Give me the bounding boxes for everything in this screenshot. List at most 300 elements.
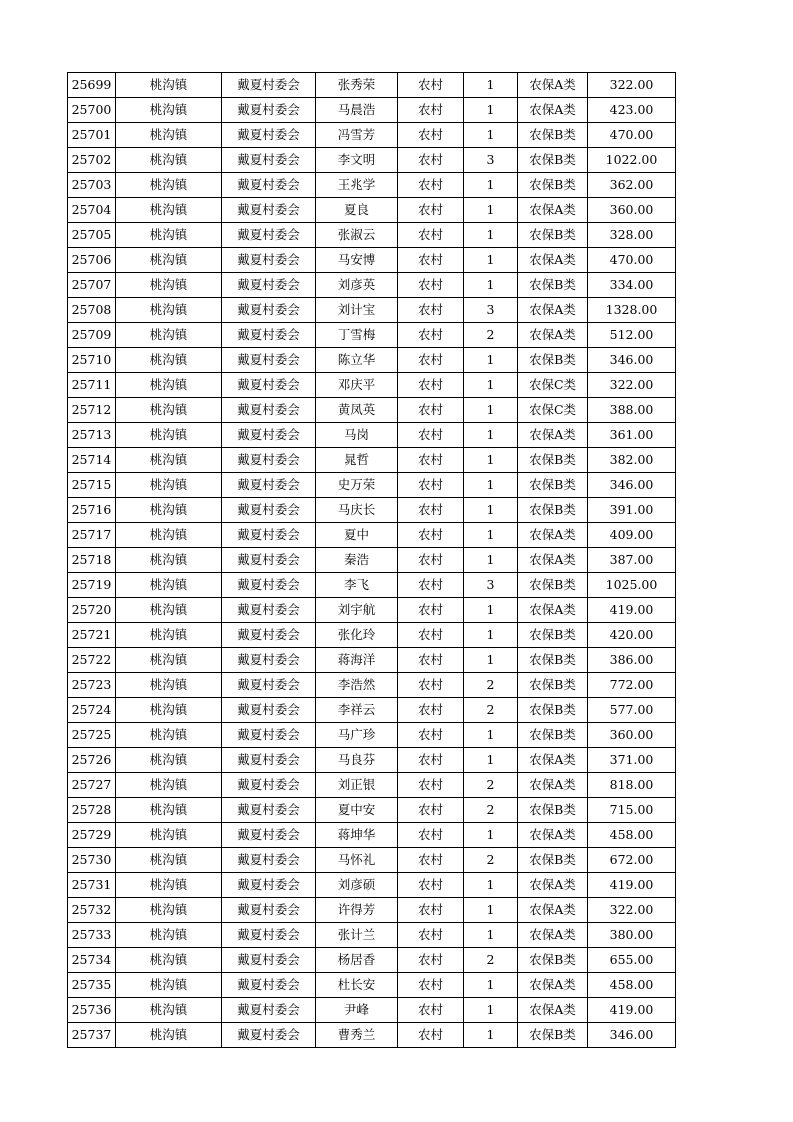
township-cell: 桃沟镇 xyxy=(116,748,222,773)
household-size-cell: 1 xyxy=(464,548,518,573)
village-committee-cell: 戴夏村委会 xyxy=(222,923,316,948)
record-number-cell: 25706 xyxy=(68,248,116,273)
area-type-cell: 农村 xyxy=(398,648,464,673)
township-cell: 桃沟镇 xyxy=(116,623,222,648)
township-cell: 桃沟镇 xyxy=(116,223,222,248)
amount-cell: 772.00 xyxy=(588,673,676,698)
village-committee-cell: 戴夏村委会 xyxy=(222,448,316,473)
amount-cell: 1022.00 xyxy=(588,148,676,173)
record-number-cell: 25730 xyxy=(68,848,116,873)
name-cell: 马庆长 xyxy=(316,498,398,523)
township-cell: 桃沟镇 xyxy=(116,473,222,498)
township-cell: 桃沟镇 xyxy=(116,548,222,573)
insurance-category-cell: 农保B类 xyxy=(518,1023,588,1048)
household-size-cell: 1 xyxy=(464,423,518,448)
record-number-cell: 25700 xyxy=(68,98,116,123)
area-type-cell: 农村 xyxy=(398,823,464,848)
area-type-cell: 农村 xyxy=(398,523,464,548)
area-type-cell: 农村 xyxy=(398,148,464,173)
village-committee-cell: 戴夏村委会 xyxy=(222,223,316,248)
insurance-category-cell: 农保A类 xyxy=(518,873,588,898)
record-number-cell: 25725 xyxy=(68,723,116,748)
table-row xyxy=(68,873,676,898)
table-row xyxy=(68,748,676,773)
table-row xyxy=(68,473,676,498)
area-type-cell: 农村 xyxy=(398,673,464,698)
area-type-cell: 农村 xyxy=(398,273,464,298)
table-row xyxy=(68,548,676,573)
township-cell: 桃沟镇 xyxy=(116,898,222,923)
record-number-cell: 25699 xyxy=(68,73,116,98)
household-size-cell: 1 xyxy=(464,748,518,773)
record-number-cell: 25704 xyxy=(68,198,116,223)
area-type-cell: 农村 xyxy=(398,248,464,273)
township-cell: 桃沟镇 xyxy=(116,423,222,448)
amount-cell: 818.00 xyxy=(588,773,676,798)
amount-cell: 391.00 xyxy=(588,498,676,523)
name-cell: 张淑云 xyxy=(316,223,398,248)
area-type-cell: 农村 xyxy=(398,73,464,98)
insurance-category-cell: 农保B类 xyxy=(518,223,588,248)
insurance-category-cell: 农保C类 xyxy=(518,398,588,423)
village-committee-cell: 戴夏村委会 xyxy=(222,473,316,498)
name-cell: 刘计宝 xyxy=(316,298,398,323)
household-size-cell: 1 xyxy=(464,73,518,98)
insurance-category-cell: 农保A类 xyxy=(518,548,588,573)
village-committee-cell: 戴夏村委会 xyxy=(222,248,316,273)
amount-cell: 361.00 xyxy=(588,423,676,448)
amount-cell: 388.00 xyxy=(588,398,676,423)
insurance-category-cell: 农保B类 xyxy=(518,573,588,598)
township-cell: 桃沟镇 xyxy=(116,723,222,748)
table-row xyxy=(68,323,676,348)
name-cell: 冯雪芳 xyxy=(316,123,398,148)
insurance-category-cell: 农保A类 xyxy=(518,73,588,98)
table-row xyxy=(68,923,676,948)
table-row xyxy=(68,523,676,548)
table-row xyxy=(68,723,676,748)
village-committee-cell: 戴夏村委会 xyxy=(222,123,316,148)
record-number-cell: 25713 xyxy=(68,423,116,448)
insurance-category-cell: 农保A类 xyxy=(518,323,588,348)
township-cell: 桃沟镇 xyxy=(116,248,222,273)
table-row xyxy=(68,223,676,248)
amount-cell: 470.00 xyxy=(588,123,676,148)
area-type-cell: 农村 xyxy=(398,298,464,323)
table-row xyxy=(68,173,676,198)
amount-cell: 322.00 xyxy=(588,373,676,398)
area-type-cell: 农村 xyxy=(398,448,464,473)
insurance-category-cell: 农保A类 xyxy=(518,998,588,1023)
table-row xyxy=(68,623,676,648)
village-committee-cell: 戴夏村委会 xyxy=(222,873,316,898)
household-size-cell: 1 xyxy=(464,873,518,898)
record-number-cell: 25720 xyxy=(68,598,116,623)
name-cell: 黄凤英 xyxy=(316,398,398,423)
record-number-cell: 25716 xyxy=(68,498,116,523)
amount-cell: 470.00 xyxy=(588,248,676,273)
name-cell: 夏中 xyxy=(316,523,398,548)
village-committee-cell: 戴夏村委会 xyxy=(222,898,316,923)
township-cell: 桃沟镇 xyxy=(116,98,222,123)
household-size-cell: 1 xyxy=(464,173,518,198)
village-committee-cell: 戴夏村委会 xyxy=(222,648,316,673)
table-row xyxy=(68,973,676,998)
village-committee-cell: 戴夏村委会 xyxy=(222,1023,316,1048)
name-cell: 刘宇航 xyxy=(316,598,398,623)
village-committee-cell: 戴夏村委会 xyxy=(222,748,316,773)
household-size-cell: 1 xyxy=(464,523,518,548)
name-cell: 马广珍 xyxy=(316,723,398,748)
village-committee-cell: 戴夏村委会 xyxy=(222,798,316,823)
record-number-cell: 25732 xyxy=(68,898,116,923)
insurance-category-cell: 农保B类 xyxy=(518,498,588,523)
amount-cell: 346.00 xyxy=(588,473,676,498)
table-row xyxy=(68,248,676,273)
insurance-category-cell: 农保B类 xyxy=(518,348,588,373)
township-cell: 桃沟镇 xyxy=(116,173,222,198)
household-size-cell: 1 xyxy=(464,998,518,1023)
area-type-cell: 农村 xyxy=(398,698,464,723)
village-committee-cell: 戴夏村委会 xyxy=(222,523,316,548)
village-committee-cell: 戴夏村委会 xyxy=(222,998,316,1023)
table-row xyxy=(68,348,676,373)
village-committee-cell: 戴夏村委会 xyxy=(222,598,316,623)
roster-body xyxy=(68,73,676,1048)
village-committee-cell: 戴夏村委会 xyxy=(222,498,316,523)
relief-roster-table xyxy=(67,72,676,1048)
village-committee-cell: 戴夏村委会 xyxy=(222,173,316,198)
table-row xyxy=(68,373,676,398)
name-cell: 刘彦硕 xyxy=(316,873,398,898)
record-number-cell: 25735 xyxy=(68,973,116,998)
record-number-cell: 25712 xyxy=(68,398,116,423)
area-type-cell: 农村 xyxy=(398,373,464,398)
record-number-cell: 25717 xyxy=(68,523,116,548)
record-number-cell: 25727 xyxy=(68,773,116,798)
record-number-cell: 25705 xyxy=(68,223,116,248)
area-type-cell: 农村 xyxy=(398,973,464,998)
record-number-cell: 25728 xyxy=(68,798,116,823)
household-size-cell: 1 xyxy=(464,923,518,948)
insurance-category-cell: 农保A类 xyxy=(518,248,588,273)
amount-cell: 334.00 xyxy=(588,273,676,298)
household-size-cell: 2 xyxy=(464,798,518,823)
insurance-category-cell: 农保B类 xyxy=(518,148,588,173)
insurance-category-cell: 农保B类 xyxy=(518,723,588,748)
area-type-cell: 农村 xyxy=(398,98,464,123)
village-committee-cell: 戴夏村委会 xyxy=(222,348,316,373)
village-committee-cell: 戴夏村委会 xyxy=(222,423,316,448)
area-type-cell: 农村 xyxy=(398,873,464,898)
township-cell: 桃沟镇 xyxy=(116,373,222,398)
village-committee-cell: 戴夏村委会 xyxy=(222,773,316,798)
insurance-category-cell: 农保A类 xyxy=(518,98,588,123)
amount-cell: 512.00 xyxy=(588,323,676,348)
record-number-cell: 25711 xyxy=(68,373,116,398)
name-cell: 马怀礼 xyxy=(316,848,398,873)
household-size-cell: 2 xyxy=(464,698,518,723)
township-cell: 桃沟镇 xyxy=(116,73,222,98)
township-cell: 桃沟镇 xyxy=(116,523,222,548)
insurance-category-cell: 农保B类 xyxy=(518,123,588,148)
area-type-cell: 农村 xyxy=(398,498,464,523)
insurance-category-cell: 农保A类 xyxy=(518,198,588,223)
area-type-cell: 农村 xyxy=(398,423,464,448)
household-size-cell: 2 xyxy=(464,773,518,798)
township-cell: 桃沟镇 xyxy=(116,973,222,998)
township-cell: 桃沟镇 xyxy=(116,323,222,348)
insurance-category-cell: 农保A类 xyxy=(518,598,588,623)
village-committee-cell: 戴夏村委会 xyxy=(222,698,316,723)
name-cell: 史万荣 xyxy=(316,473,398,498)
insurance-category-cell: 农保A类 xyxy=(518,898,588,923)
table-row xyxy=(68,98,676,123)
amount-cell: 360.00 xyxy=(588,198,676,223)
area-type-cell: 农村 xyxy=(398,723,464,748)
insurance-category-cell: 农保A类 xyxy=(518,298,588,323)
name-cell: 张秀荣 xyxy=(316,73,398,98)
table-row xyxy=(68,598,676,623)
village-committee-cell: 戴夏村委会 xyxy=(222,273,316,298)
amount-cell: 328.00 xyxy=(588,223,676,248)
township-cell: 桃沟镇 xyxy=(116,273,222,298)
table-row xyxy=(68,1023,676,1048)
table-row xyxy=(68,648,676,673)
township-cell: 桃沟镇 xyxy=(116,348,222,373)
household-size-cell: 1 xyxy=(464,473,518,498)
name-cell: 刘正银 xyxy=(316,773,398,798)
household-size-cell: 3 xyxy=(464,298,518,323)
table-row xyxy=(68,198,676,223)
insurance-category-cell: 农保A类 xyxy=(518,423,588,448)
name-cell: 蒋海洋 xyxy=(316,648,398,673)
table-row xyxy=(68,123,676,148)
township-cell: 桃沟镇 xyxy=(116,123,222,148)
insurance-category-cell: 农保C类 xyxy=(518,373,588,398)
insurance-category-cell: 农保B类 xyxy=(518,698,588,723)
township-cell: 桃沟镇 xyxy=(116,998,222,1023)
household-size-cell: 1 xyxy=(464,648,518,673)
amount-cell: 409.00 xyxy=(588,523,676,548)
name-cell: 李祥云 xyxy=(316,698,398,723)
name-cell: 杨居香 xyxy=(316,948,398,973)
household-size-cell: 2 xyxy=(464,323,518,348)
record-number-cell: 25702 xyxy=(68,148,116,173)
amount-cell: 419.00 xyxy=(588,598,676,623)
table-row xyxy=(68,698,676,723)
household-size-cell: 1 xyxy=(464,723,518,748)
household-size-cell: 1 xyxy=(464,823,518,848)
name-cell: 曹秀兰 xyxy=(316,1023,398,1048)
amount-cell: 419.00 xyxy=(588,998,676,1023)
village-committee-cell: 戴夏村委会 xyxy=(222,198,316,223)
insurance-category-cell: 农保A类 xyxy=(518,973,588,998)
name-cell: 邓庆平 xyxy=(316,373,398,398)
name-cell: 夏良 xyxy=(316,198,398,223)
household-size-cell: 1 xyxy=(464,373,518,398)
record-number-cell: 25729 xyxy=(68,823,116,848)
name-cell: 马安博 xyxy=(316,248,398,273)
insurance-category-cell: 农保A类 xyxy=(518,523,588,548)
household-size-cell: 1 xyxy=(464,623,518,648)
name-cell: 刘彦英 xyxy=(316,273,398,298)
table-row xyxy=(68,298,676,323)
record-number-cell: 25734 xyxy=(68,948,116,973)
record-number-cell: 25718 xyxy=(68,548,116,573)
amount-cell: 655.00 xyxy=(588,948,676,973)
village-committee-cell: 戴夏村委会 xyxy=(222,98,316,123)
area-type-cell: 农村 xyxy=(398,598,464,623)
name-cell: 李文明 xyxy=(316,148,398,173)
household-size-cell: 1 xyxy=(464,223,518,248)
insurance-category-cell: 农保B类 xyxy=(518,948,588,973)
amount-cell: 346.00 xyxy=(588,348,676,373)
insurance-category-cell: 农保B类 xyxy=(518,798,588,823)
table-row xyxy=(68,573,676,598)
household-size-cell: 1 xyxy=(464,973,518,998)
table-row xyxy=(68,998,676,1023)
name-cell: 杜长安 xyxy=(316,973,398,998)
village-committee-cell: 戴夏村委会 xyxy=(222,948,316,973)
name-cell: 夏中安 xyxy=(316,798,398,823)
household-size-cell: 1 xyxy=(464,1023,518,1048)
township-cell: 桃沟镇 xyxy=(116,923,222,948)
township-cell: 桃沟镇 xyxy=(116,673,222,698)
township-cell: 桃沟镇 xyxy=(116,1023,222,1048)
record-number-cell: 25709 xyxy=(68,323,116,348)
name-cell: 陈立华 xyxy=(316,348,398,373)
township-cell: 桃沟镇 xyxy=(116,448,222,473)
amount-cell: 577.00 xyxy=(588,698,676,723)
area-type-cell: 农村 xyxy=(398,623,464,648)
amount-cell: 382.00 xyxy=(588,448,676,473)
insurance-category-cell: 农保A类 xyxy=(518,923,588,948)
amount-cell: 362.00 xyxy=(588,173,676,198)
record-number-cell: 25721 xyxy=(68,623,116,648)
insurance-category-cell: 农保B类 xyxy=(518,848,588,873)
area-type-cell: 农村 xyxy=(398,398,464,423)
area-type-cell: 农村 xyxy=(398,348,464,373)
township-cell: 桃沟镇 xyxy=(116,298,222,323)
area-type-cell: 农村 xyxy=(398,773,464,798)
township-cell: 桃沟镇 xyxy=(116,798,222,823)
name-cell: 马晨浩 xyxy=(316,98,398,123)
record-number-cell: 25737 xyxy=(68,1023,116,1048)
village-committee-cell: 戴夏村委会 xyxy=(222,848,316,873)
household-size-cell: 3 xyxy=(464,573,518,598)
table-row xyxy=(68,673,676,698)
name-cell: 蒋坤华 xyxy=(316,823,398,848)
village-committee-cell: 戴夏村委会 xyxy=(222,298,316,323)
name-cell: 晁哲 xyxy=(316,448,398,473)
amount-cell: 458.00 xyxy=(588,973,676,998)
insurance-category-cell: 农保A类 xyxy=(518,773,588,798)
area-type-cell: 农村 xyxy=(398,1023,464,1048)
table-row xyxy=(68,398,676,423)
township-cell: 桃沟镇 xyxy=(116,498,222,523)
record-number-cell: 25724 xyxy=(68,698,116,723)
record-number-cell: 25736 xyxy=(68,998,116,1023)
name-cell: 马良芬 xyxy=(316,748,398,773)
area-type-cell: 农村 xyxy=(398,923,464,948)
table-row xyxy=(68,448,676,473)
township-cell: 桃沟镇 xyxy=(116,848,222,873)
household-size-cell: 1 xyxy=(464,248,518,273)
amount-cell: 371.00 xyxy=(588,748,676,773)
township-cell: 桃沟镇 xyxy=(116,823,222,848)
village-committee-cell: 戴夏村委会 xyxy=(222,398,316,423)
name-cell: 秦浩 xyxy=(316,548,398,573)
record-number-cell: 25715 xyxy=(68,473,116,498)
village-committee-cell: 戴夏村委会 xyxy=(222,823,316,848)
household-size-cell: 1 xyxy=(464,98,518,123)
township-cell: 桃沟镇 xyxy=(116,148,222,173)
household-size-cell: 1 xyxy=(464,198,518,223)
village-committee-cell: 戴夏村委会 xyxy=(222,623,316,648)
household-size-cell: 1 xyxy=(464,498,518,523)
area-type-cell: 农村 xyxy=(398,848,464,873)
household-size-cell: 3 xyxy=(464,148,518,173)
household-size-cell: 2 xyxy=(464,673,518,698)
area-type-cell: 农村 xyxy=(398,223,464,248)
insurance-category-cell: 农保B类 xyxy=(518,673,588,698)
area-type-cell: 农村 xyxy=(398,473,464,498)
insurance-category-cell: 农保B类 xyxy=(518,473,588,498)
table-row xyxy=(68,823,676,848)
village-committee-cell: 戴夏村委会 xyxy=(222,673,316,698)
record-number-cell: 25719 xyxy=(68,573,116,598)
amount-cell: 419.00 xyxy=(588,873,676,898)
household-size-cell: 2 xyxy=(464,948,518,973)
record-number-cell: 25714 xyxy=(68,448,116,473)
township-cell: 桃沟镇 xyxy=(116,598,222,623)
table-row xyxy=(68,773,676,798)
name-cell: 王兆学 xyxy=(316,173,398,198)
village-committee-cell: 戴夏村委会 xyxy=(222,548,316,573)
name-cell: 张计兰 xyxy=(316,923,398,948)
household-size-cell: 1 xyxy=(464,448,518,473)
township-cell: 桃沟镇 xyxy=(116,198,222,223)
amount-cell: 346.00 xyxy=(588,1023,676,1048)
amount-cell: 360.00 xyxy=(588,723,676,748)
record-number-cell: 25723 xyxy=(68,673,116,698)
amount-cell: 322.00 xyxy=(588,73,676,98)
name-cell: 张化玲 xyxy=(316,623,398,648)
table-row xyxy=(68,423,676,448)
insurance-category-cell: 农保B类 xyxy=(518,173,588,198)
household-size-cell: 2 xyxy=(464,848,518,873)
table-row xyxy=(68,948,676,973)
household-size-cell: 1 xyxy=(464,123,518,148)
table-row xyxy=(68,798,676,823)
amount-cell: 458.00 xyxy=(588,823,676,848)
record-number-cell: 25722 xyxy=(68,648,116,673)
township-cell: 桃沟镇 xyxy=(116,773,222,798)
table-row xyxy=(68,273,676,298)
amount-cell: 387.00 xyxy=(588,548,676,573)
amount-cell: 420.00 xyxy=(588,623,676,648)
area-type-cell: 农村 xyxy=(398,898,464,923)
record-number-cell: 25701 xyxy=(68,123,116,148)
area-type-cell: 农村 xyxy=(398,173,464,198)
village-committee-cell: 戴夏村委会 xyxy=(222,373,316,398)
area-type-cell: 农村 xyxy=(398,573,464,598)
amount-cell: 322.00 xyxy=(588,898,676,923)
name-cell: 许得芳 xyxy=(316,898,398,923)
insurance-category-cell: 农保B类 xyxy=(518,623,588,648)
insurance-category-cell: 农保A类 xyxy=(518,823,588,848)
